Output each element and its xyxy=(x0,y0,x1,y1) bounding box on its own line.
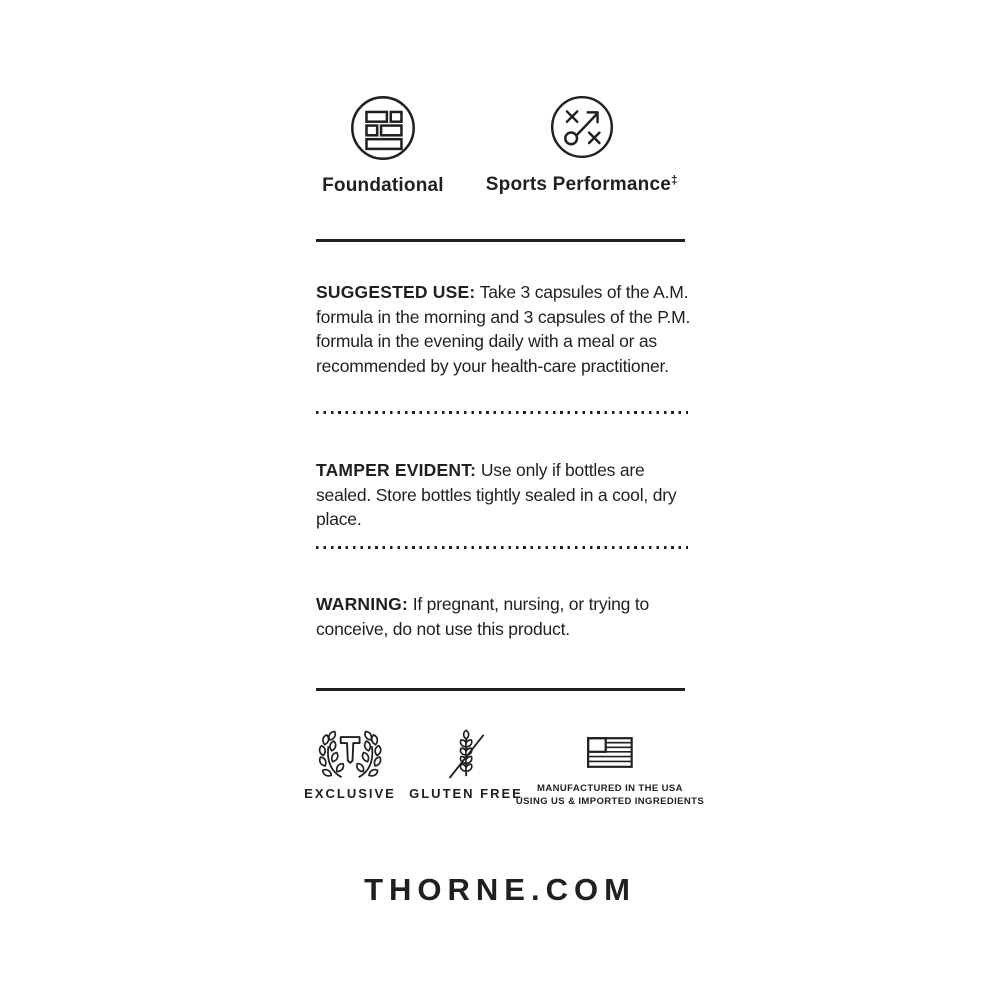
divider-solid-top xyxy=(316,239,685,242)
foundational-blocks-icon xyxy=(349,94,417,162)
badge-made-in-usa xyxy=(516,727,704,808)
category-label-text: Sports Performance xyxy=(485,174,671,195)
suggested-use-heading: SUGGESTED USE: xyxy=(316,282,476,302)
category-label-sports-performance xyxy=(486,173,678,196)
double-dagger-superscript: ‡ xyxy=(671,173,678,187)
badge-exclusive-label: EXCLUSIVE xyxy=(304,786,396,801)
badge-usa-label-line2: USING US & IMPORTED INGREDIENTS xyxy=(515,795,705,807)
warning-heading: WARNING: xyxy=(316,594,409,614)
tamper-evident-body: Use only if bottles are sealed. Store bottles tightly sealed in a cool, dry place. xyxy=(316,460,677,529)
badge-usa-label-line1: MANUFACTURED IN THE USA xyxy=(537,783,683,794)
suggested-use-body: Take 3 capsules of the A.M. formula in the morning and 3 capsules of the P.M. formula in the evening daily with a meal or as recommended by your health-care practitioner. xyxy=(316,282,691,376)
website-url: THORNE.COM xyxy=(364,872,636,907)
category-label-foundational: Foundational xyxy=(322,175,444,196)
badge-gluten-free xyxy=(409,727,523,801)
sports-performance-strategy-icon xyxy=(549,94,615,160)
warning-section xyxy=(316,592,698,641)
gluten-free-crossed-wheat-icon xyxy=(443,729,489,781)
category-foundational xyxy=(322,94,444,197)
category-icons-row xyxy=(0,94,1000,197)
suggested-use-section xyxy=(316,280,698,378)
thorne-t-laurel-wreath-icon xyxy=(317,730,383,781)
badge-usa-label xyxy=(516,783,704,808)
divider-dotted-1 xyxy=(316,411,688,414)
warning-body: If pregnant, nursing, or trying to conceive, do not use this product. xyxy=(316,594,650,639)
tamper-evident-heading: TAMPER EVIDENT: xyxy=(316,460,477,480)
badge-exclusive xyxy=(304,727,396,801)
divider-dotted-2 xyxy=(316,546,688,549)
category-sports-performance xyxy=(486,94,678,196)
tamper-evident-section xyxy=(316,458,698,532)
usa-flag-icon xyxy=(587,737,633,768)
badge-exclusive-icon-box xyxy=(317,727,383,781)
badge-gluten-free-label: GLUTEN FREE xyxy=(409,786,523,801)
badge-gluten-free-icon-box xyxy=(443,727,489,781)
badge-usa-icon-box xyxy=(587,727,633,777)
divider-solid-bottom xyxy=(316,688,685,691)
